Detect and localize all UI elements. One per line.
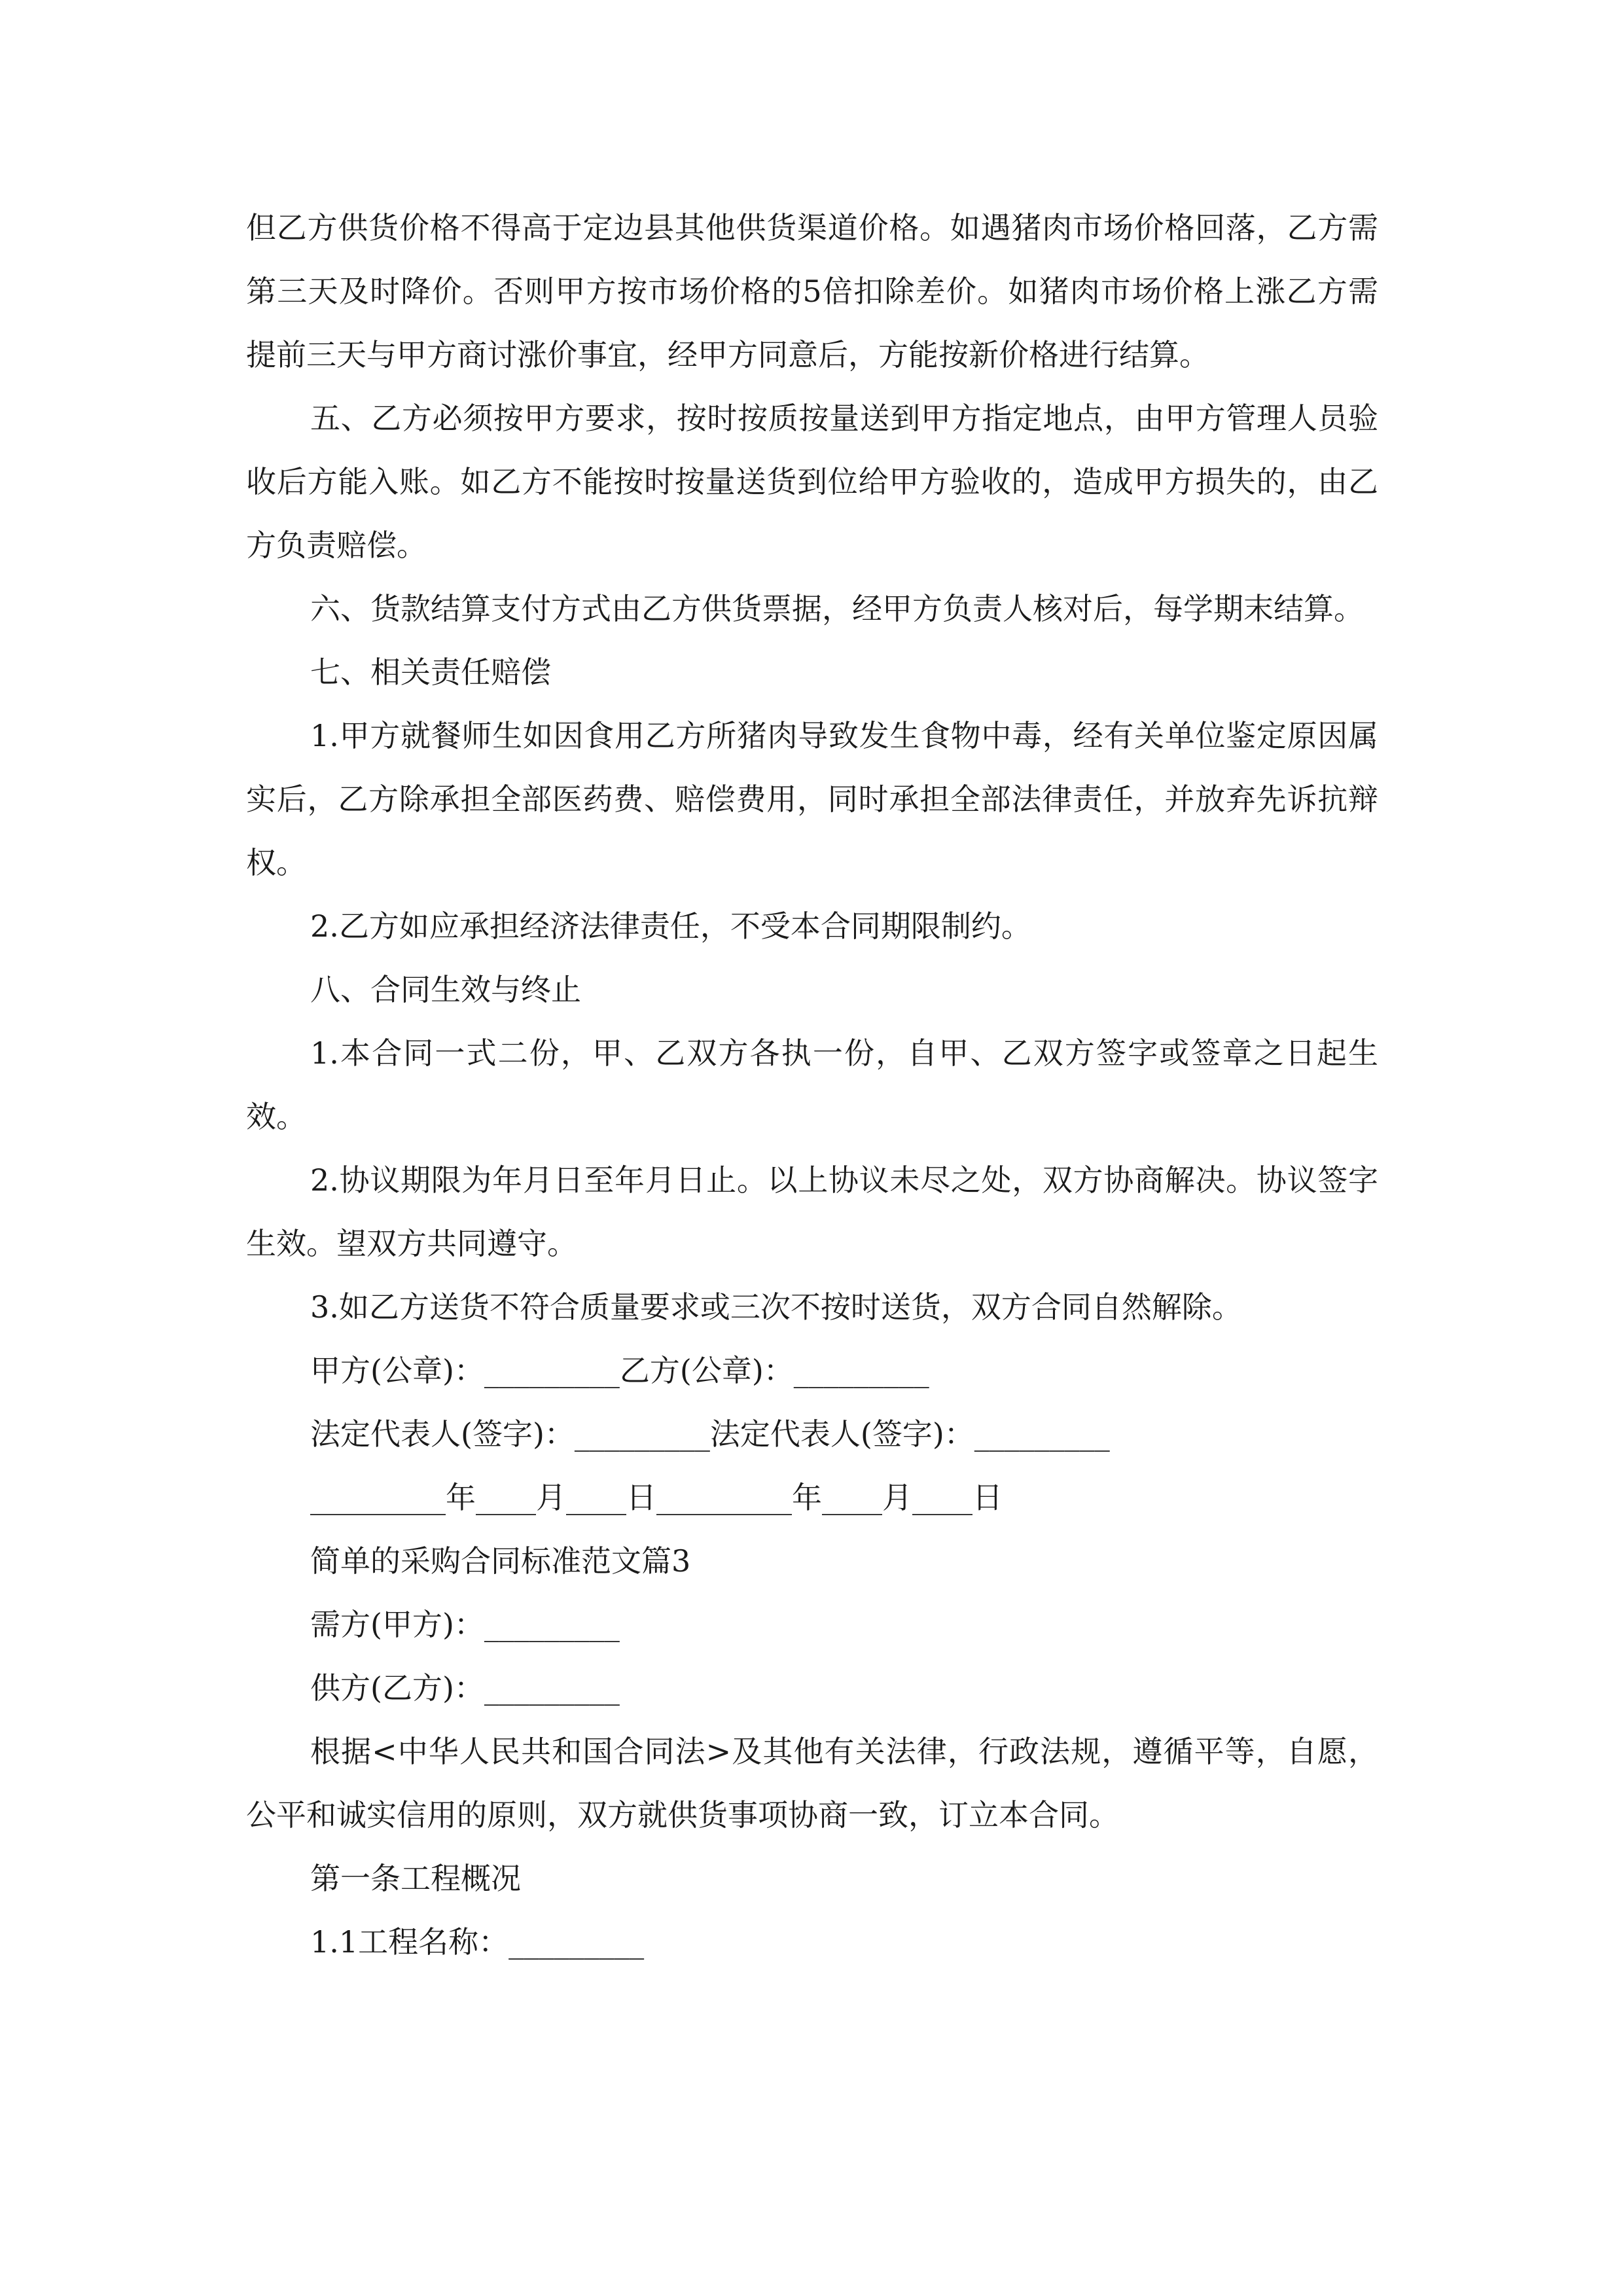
paragraph-clause-8-3: 3.如乙方送货不符合质量要求或三次不按时送货，双方合同自然解除。 [310, 1289, 1242, 1325]
section-title-3: 简单的采购合同标准范文篇3 [310, 1543, 691, 1579]
signature-seals-line: 甲方(公章)：_________乙方(公章)：_________ [310, 1353, 929, 1388]
heading-article-1: 第一条工程概况 [310, 1861, 521, 1896]
paragraph-price-terms: 但乙方供货价格不得高于定边县其他供货渠道价格。如遇猪肉市场价格回落，乙方需第三天及时降价。否则甲方按市场价格的5倍扣除差价。如猪肉市场价格上涨乙方需提前三天与甲方商讨涨价事宜，经甲方同意后，方能按新价格进行结算。 [246, 210, 1378, 372]
supplier-party-line: 供方(乙方)：_________ [310, 1670, 620, 1706]
buyer-party-line: 需方(甲方)：_________ [310, 1607, 620, 1642]
paragraph-clause-8-2: 2.协议期限为年月日至年月日止。以上协议未尽之处，双方协商解决。协议签字生效。望双方共同遵守。 [246, 1162, 1378, 1261]
project-name-line: 1.1工程名称：_________ [310, 1924, 645, 1960]
paragraph-clause-7-1: 1.甲方就餐师生如因食用乙方所猪肉导致发生食物中毒，经有关单位鉴定原因属实后，乙方除承担全部医药费、赔偿费用，同时承担全部法律责任，并放弃先诉抗辩权。 [246, 718, 1378, 880]
heading-clause-7: 七、相关责任赔偿 [310, 655, 551, 690]
signature-date-line: _________年____月____日_________年____月____日 [310, 1480, 1003, 1515]
document-body [246, 196, 1378, 1974]
signature-representatives-line: 法定代表人(签字)：_________法定代表人(签字)：_________ [310, 1416, 1110, 1452]
paragraph-clause-6: 六、货款结算支付方式由乙方供货票据，经甲方负责人核对后，每学期末结算。 [310, 591, 1364, 626]
heading-clause-8: 八、合同生效与终止 [310, 972, 581, 1007]
paragraph-clause-7-2: 2.乙方如应承担经济法律责任，不受本合同期限制约。 [310, 908, 1031, 944]
paragraph-clause-8-1: 1.本合同一式二份，甲、乙双方各执一份，自甲、乙双方签字或签章之日起生效。 [246, 1035, 1378, 1134]
paragraph-clause-5: 五、乙方必须按甲方要求，按时按质按量送到甲方指定地点，由甲方管理人员验收后方能入账。如乙方不能按时按量送货到位给甲方验收的，造成甲方损失的，由乙方负责赔偿。 [246, 401, 1378, 563]
paragraph-preamble: 根据<中华人民共和国合同法>及其他有关法律，行政法规，遵循平等，自愿，公平和诚实信用的原则，双方就供货事项协商一致，订立本合同。 [246, 1734, 1378, 1833]
